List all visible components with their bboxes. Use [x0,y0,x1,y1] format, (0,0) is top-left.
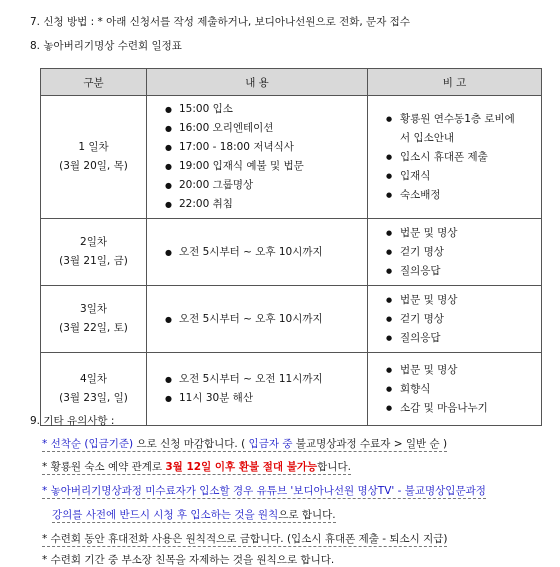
notes-cell [368,219,542,286]
content-item: ● 17:00 - 18:00 저녁식사 [165,138,367,157]
section-8-schedule-title: 8. 놓아버리기명상 수련회 일정표 [30,40,182,52]
note-other: * 수련회 기간 중 부소장 친목을 자제하는 것을 원칙으로 합니다. [42,554,335,566]
day-cell [41,286,147,353]
day-date: (3월 21일, 금) [59,255,128,267]
table-row [41,286,542,353]
note-item: ● 질의응답 [386,262,541,281]
content-item: ● 오전 5시부터 ~ 오후 10시까지 [165,243,367,262]
note-item: ● 법문 및 명상 [386,361,541,380]
content-item: ● 19:00 입재식 예불 및 법문 [165,157,367,176]
note-first-come [42,436,447,452]
day-label: 3일차 [80,303,107,315]
table-row [41,219,542,286]
content-item: ● 15:00 입소 [165,100,367,119]
content-cell [147,96,368,219]
note-depositor-highlight: 입금자 중 [248,438,293,450]
note-item: ● 입소시 휴대폰 제출 [386,148,541,167]
day-date: (3월 22일, 토) [59,322,128,334]
note-youtube-cont [52,507,336,523]
day-label: 4일차 [80,373,107,385]
note-first-come-highlight: 선착순 (입금기준) [47,438,134,450]
note-youtube: * 놓아버리기명상과정 미수료자가 입소할 경우 유튜브 '보디아나선원 명상TV' - 불교명상입문과정 [42,485,486,497]
note-item: ● 숙소배정 [386,186,541,205]
day-label: 1 일차 [78,141,109,153]
note-item: ● 황룡원 연수동1층 로비에서 입소안내 [386,110,518,148]
note-youtube-end: 으로 합니다. [278,509,336,521]
content-item: ● 오전 5시부터 ~ 오전 11시까지 [165,370,367,389]
header-remarks: 비 고 [368,69,542,96]
content-cell [147,353,368,426]
note-item: ● 소감 및 마음나누기 [386,399,541,418]
day-cell [41,219,147,286]
day-date: (3월 20일, 목) [59,160,128,172]
content-item: ● 20:00 그룹명상 [165,176,367,195]
header-category: 구분 [41,69,147,96]
note-refund [42,459,351,475]
note-refund-text: * 황룡원 숙소 예약 관계로 [42,461,166,473]
note-item: ● 법문 및 명상 [386,224,541,243]
content-cell [147,286,368,353]
content-item: ● 16:00 오리엔테이션 [165,119,367,138]
notes-cell [368,353,542,426]
table-row [41,96,542,219]
schedule-table [40,68,542,426]
note-first-come-text: 으로 신청 마감합니다. ( [133,438,249,450]
notes-cell [368,286,542,353]
section-7-application-method: 7. 신청 방법 : * 아래 신청서를 작성 제출하거나, 보디아나선원으로 전화, 문자 접수 [30,16,410,28]
note-item: ● 걷기 명상 [386,243,541,262]
note-item: ● 법문 및 명상 [386,291,541,310]
header-content: 내 용 [147,69,368,96]
day-date: (3월 23일, 일) [59,392,128,404]
table-row [41,353,542,426]
day-label: 2일차 [80,236,107,248]
note-item: ● 걷기 명상 [386,310,541,329]
note-refund-end: 합니다. [317,461,351,473]
note-first-come-end: 불교명상과정 수료자 > 일반 순 ) [292,438,448,450]
content-item: ● 11시 30분 해산 [165,389,367,408]
content-item: ● 22:00 취침 [165,195,367,214]
day-cell [41,96,147,219]
notes-cell [368,96,542,219]
note-bullet: * [42,438,48,450]
content-item: ● 오전 5시부터 ~ 오후 10시까지 [165,310,367,329]
note-item: ● 회향식 [386,380,541,399]
note-item: ● 질의응답 [386,329,541,348]
note-phone: * 수련회 동안 휴대전화 사용은 원칙적으로 금합니다. (입소시 휴대폰 제출 - 퇴소시 지급) [42,533,448,545]
section-9-notes-title: 9. 기타 유의사항 : [30,415,115,427]
content-cell [147,219,368,286]
note-item: ● 입재식 [386,167,541,186]
note-youtube-highlight: 강의를 사전에 반드시 시청 후 입소하는 것을 원칙 [52,509,279,521]
note-refund-highlight: 3월 12일 이후 환불 절대 불가능 [165,461,318,473]
